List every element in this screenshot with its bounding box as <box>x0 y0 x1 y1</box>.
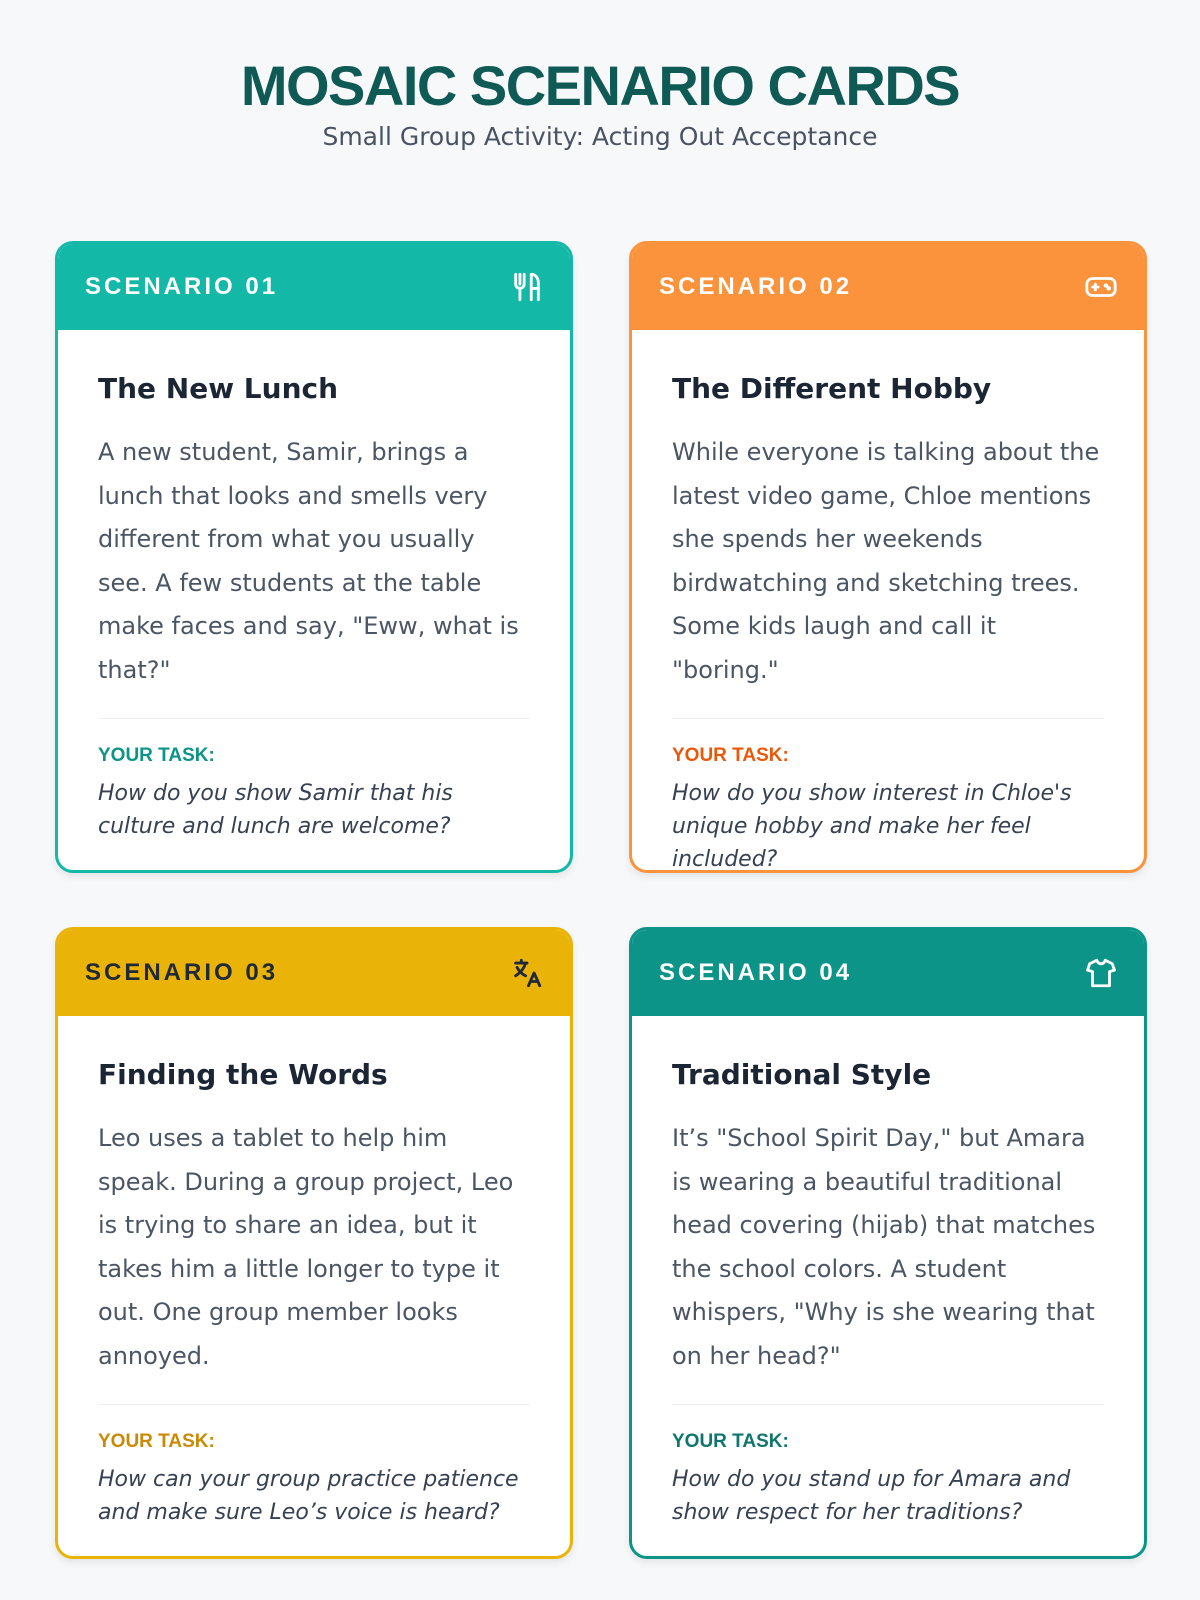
card-description: A new student, Samir, brings a lunch that looks and smells very different from what you usually see. A few students at the table make faces and say, "Eww, what is that?" <box>98 438 519 684</box>
scenario-grid <box>55 241 1147 1559</box>
utensils-icon <box>510 270 544 304</box>
page-header <box>0 0 1200 151</box>
scenario-card-2 <box>629 241 1147 873</box>
card-header <box>632 930 1144 1016</box>
card-title: The Different Hobby <box>672 372 992 405</box>
card-label: SCENARIO 04 <box>659 959 853 986</box>
translate-icon <box>510 956 544 990</box>
task-label: YOUR TASK: <box>672 745 789 766</box>
card-title: Traditional Style <box>672 1058 932 1091</box>
card-body <box>632 330 1144 870</box>
card-header <box>632 244 1144 330</box>
page-subtitle: Small Group Activity: Acting Out Acceptance <box>322 122 878 151</box>
card-label: SCENARIO 01 <box>85 273 279 300</box>
divider <box>672 718 1104 719</box>
card-description: Leo uses a tablet to help him speak. During a group project, Leo is trying to share an idea, but it takes him a little longer to type it out. One group member looks annoyed. <box>98 1124 514 1370</box>
card-header <box>58 930 570 1016</box>
divider <box>98 718 530 719</box>
scenario-card-4 <box>629 927 1147 1559</box>
divider <box>672 1404 1104 1405</box>
card-label: SCENARIO 03 <box>85 959 279 986</box>
task-prompt: How do you show interest in Chloe's unique hobby and make her feel included? <box>672 781 1072 870</box>
task-prompt: How can your group practice patience and make sure Leo’s voice is heard? <box>98 1467 519 1525</box>
task-prompt: How do you show Samir that his culture and lunch are welcome? <box>98 781 453 839</box>
card-body <box>58 330 570 870</box>
scenario-card-3 <box>55 927 573 1559</box>
card-title: The New Lunch <box>98 372 339 405</box>
card-label: SCENARIO 02 <box>659 273 853 300</box>
task-label: YOUR TASK: <box>98 745 215 766</box>
scenario-card-1 <box>55 241 573 873</box>
card-body <box>632 1016 1144 1556</box>
card-header <box>58 244 570 330</box>
task-label: YOUR TASK: <box>672 1431 789 1452</box>
task-label: YOUR TASK: <box>98 1431 215 1452</box>
card-title: Finding the Words <box>98 1058 388 1091</box>
card-description: It’s "School Spirit Day," but Amara is wearing a beautiful traditional head covering (hijab) that matches the school colors. A student whispers, "Why is she wearing that on her head?" <box>672 1124 1096 1370</box>
gamepad-icon <box>1084 270 1118 304</box>
card-body <box>58 1016 570 1556</box>
task-prompt: How do you stand up for Amara and show respect for her traditions? <box>672 1467 1071 1525</box>
page-title: MOSAIC SCENARIO CARDS <box>240 54 960 117</box>
card-description: While everyone is talking about the latest video game, Chloe mentions she spends her weekends birdwatching and sketching trees. Some kids laugh and call it "boring." <box>672 438 1100 684</box>
shirt-icon <box>1084 956 1118 990</box>
divider <box>98 1404 530 1405</box>
